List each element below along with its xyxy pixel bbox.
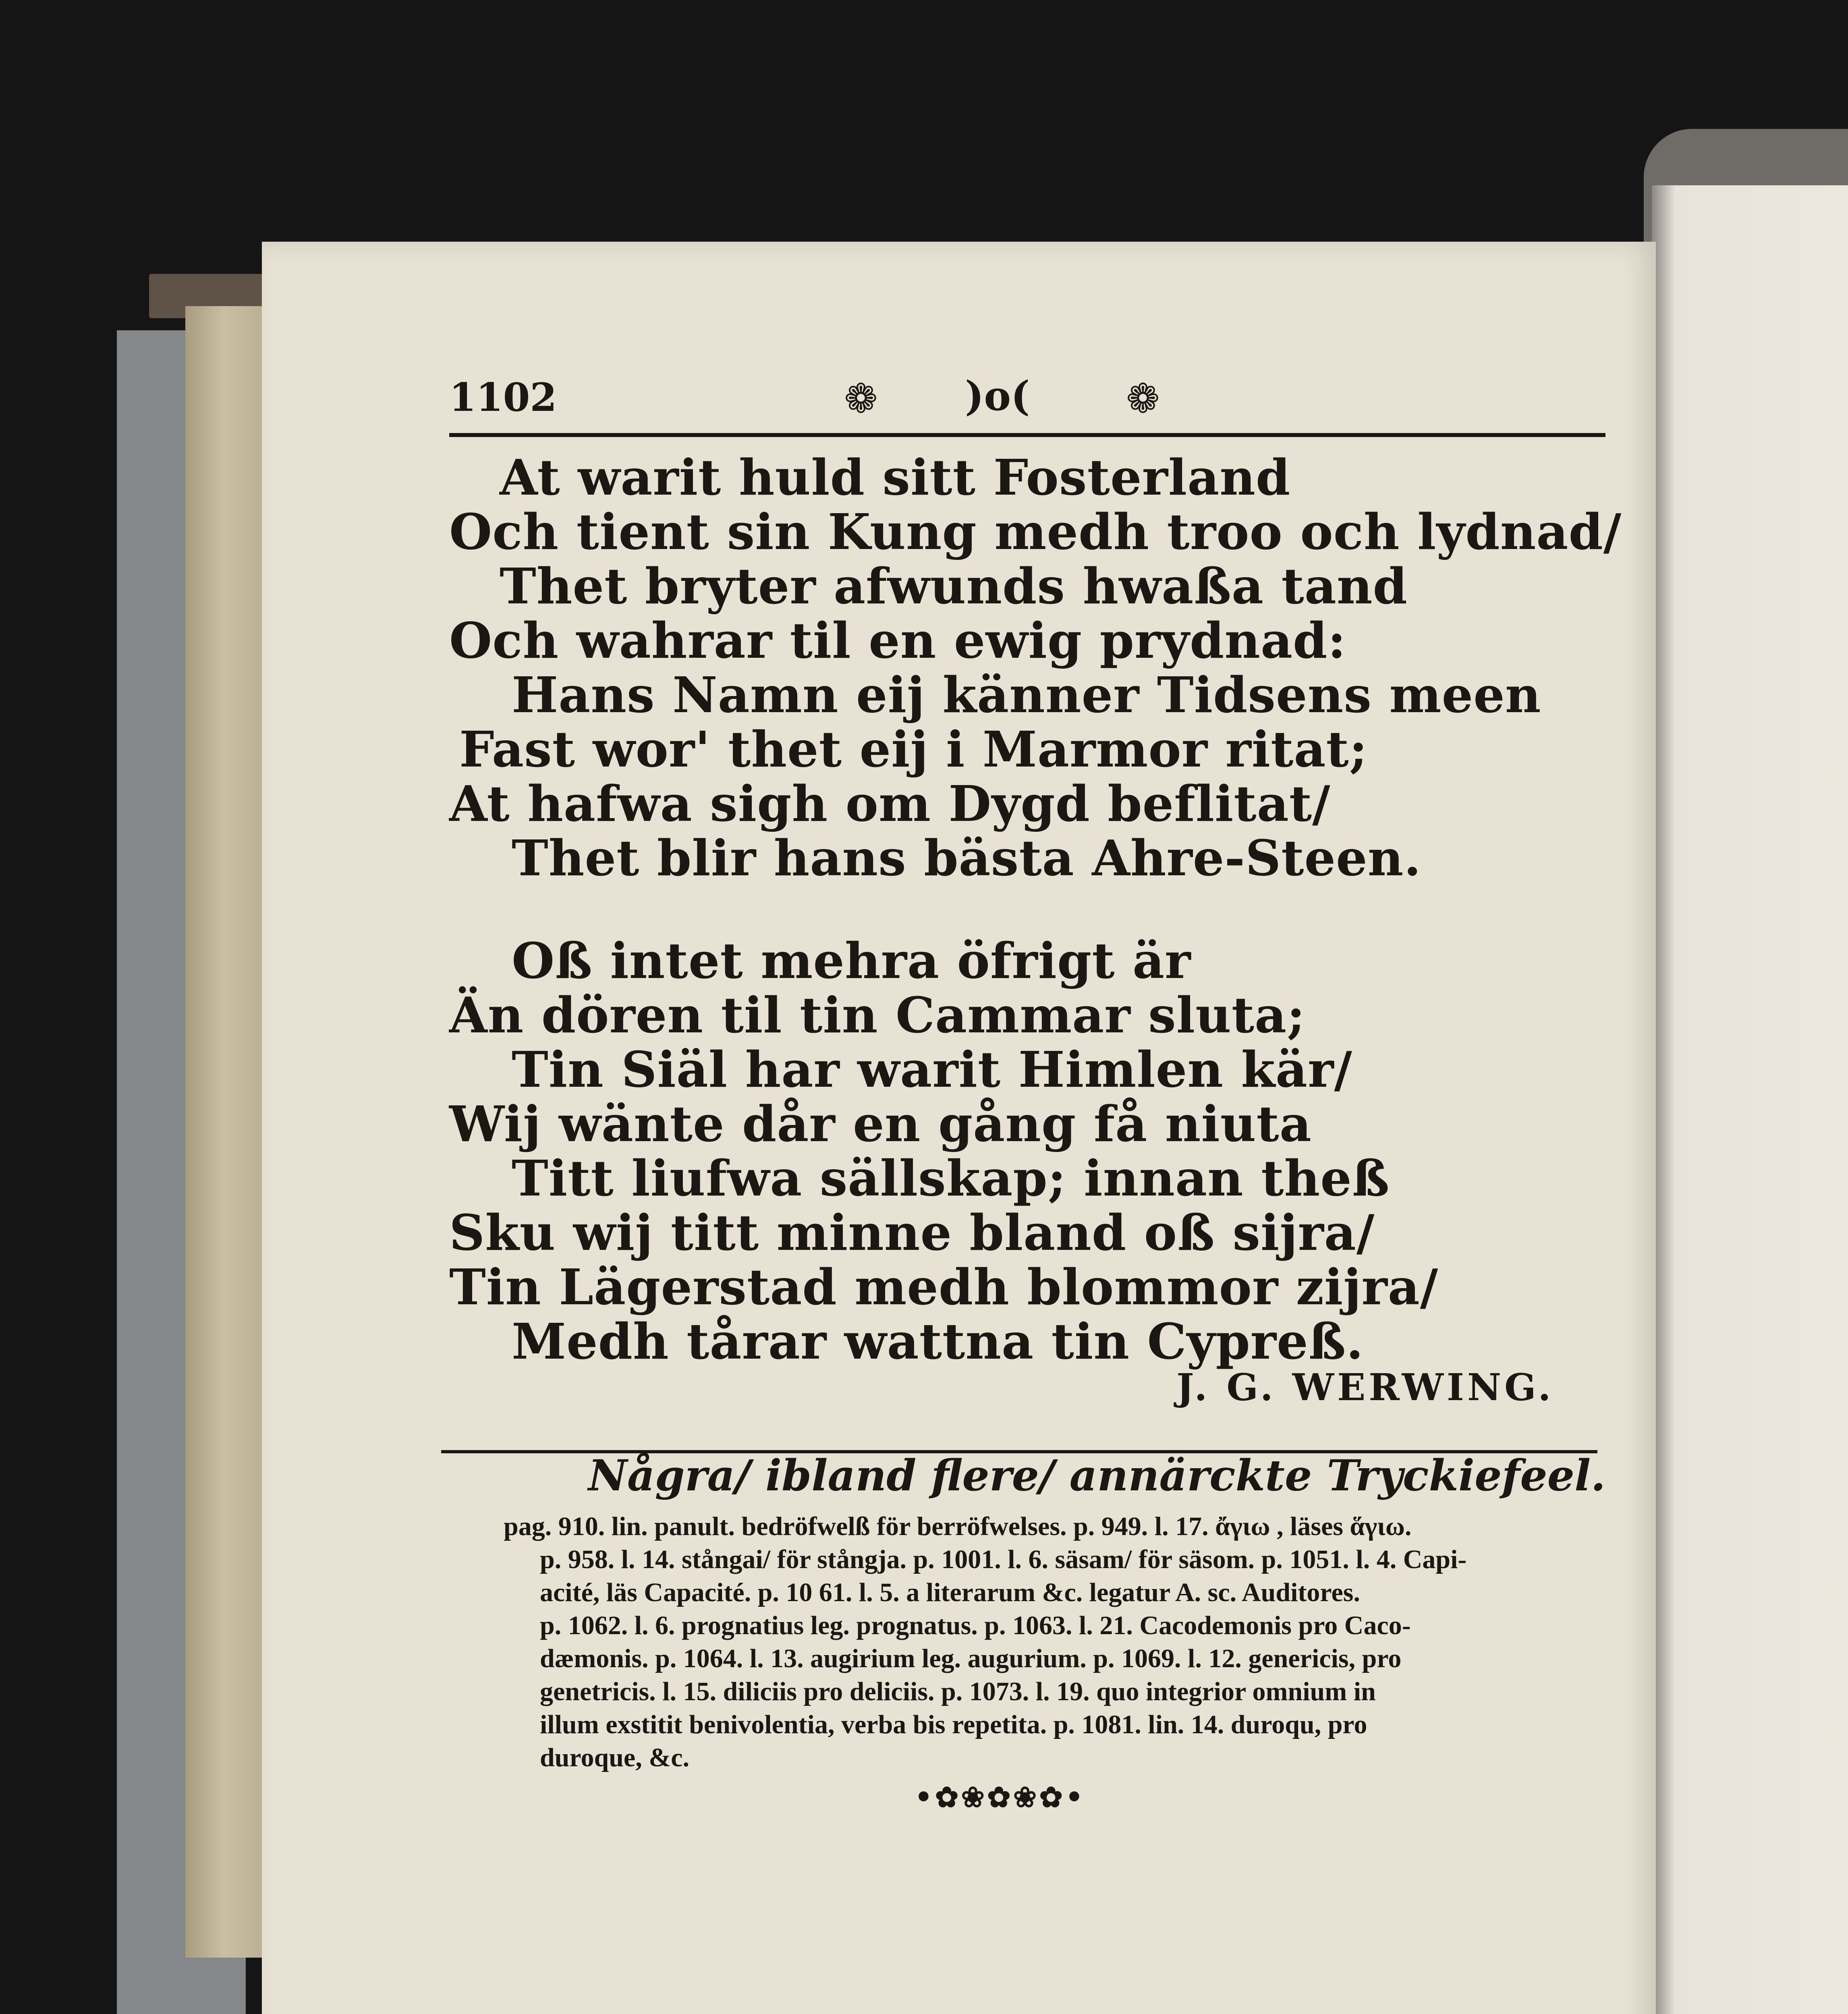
verse-line: Tin Siäl har warit Himlen kär/ [512, 1040, 1352, 1098]
errata-line: p. 958. l. 14. stångai/ för stångja. p. 1001. l. 6. säsam/ för säsom. p. 1051. l. 4. Capi- [540, 1545, 1467, 1574]
page-header [449, 372, 1577, 423]
verse-line: At warit huld sitt Fosterland [500, 448, 1291, 506]
verse-line: Oß intet mehra öfrigt är [512, 932, 1191, 990]
errata-title: Några/ ibland flere/ annärckte Tryckiefeel. [588, 1450, 1606, 1500]
flower-ornament-icon: ❁ [844, 375, 878, 422]
page-number: 1102 [449, 375, 557, 420]
verse-line: Fast wor' thet eij i Marmor ritat; [459, 720, 1368, 778]
verse-line: Och wahrar til en ewig prydnad: [449, 611, 1346, 669]
verse-line: Medh tårar wattna tin Cypreß. [512, 1312, 1364, 1370]
verse-line: Titt liufwa sällskap; innan theß [512, 1149, 1390, 1207]
verse-line: Wij wänte dår en gång få niuta [449, 1095, 1312, 1153]
header-mark: )o( [965, 372, 1030, 420]
verse-line: Tin Lägerstad medh blommor zijra/ [449, 1258, 1439, 1316]
verse-line: Sku wij titt minne bland oß sijra/ [449, 1204, 1375, 1262]
errata-line: genetricis. l. 15. diliciis pro deliciis. p. 1073. l. 19. quo integrior omnium in [540, 1677, 1376, 1706]
errata-line: pag. 910. lin. panult. bedröfwelß för berröfwelses. p. 949. l. 17. ἄγιω , läses ἅγιω. [504, 1512, 1412, 1541]
verse-line: Thet bryter afwunds hwaßa tand [500, 557, 1408, 615]
errata-line: p. 1062. l. 6. prognatius leg. prognatus. p. 1063. l. 21. Cacodemonis pro Caco- [540, 1611, 1411, 1640]
errata-line: illum exstitit benivolentia, verba bis repetita. p. 1081. lin. 14. duroqu, pro [540, 1710, 1367, 1739]
verse-line: Thet blir hans bästa Ahre-Steen. [512, 829, 1421, 887]
verse-line: Än dören til tin Cammar sluta; [449, 986, 1306, 1044]
errata-line: dæmonis. p. 1064. l. 13. augirium leg. augurium. p. 1069. l. 12. genericis, pro [540, 1644, 1402, 1673]
verse-line: At hafwa sigh om Dygd beflitat/ [449, 775, 1331, 833]
tailpiece-ornament-icon: •✿❀✿❀✿• [915, 1780, 1086, 1814]
flower-ornament-icon: ❁ [1126, 375, 1160, 422]
header-rule [449, 433, 1605, 437]
verse-line: Hans Namn eij känner Tidsens meen [512, 666, 1541, 724]
book-page [262, 242, 1656, 2014]
errata-line: acité, läs Capacité. p. 10 61. l. 5. a literarum &c. legatur A. sc. Auditores. [540, 1578, 1360, 1607]
errata-line: duroque, &c. [540, 1743, 689, 1772]
facing-page [1652, 185, 1848, 2014]
verse-line: Och tient sin Kung medh troo och lydnad/ [449, 503, 1622, 561]
poem-author: J. G. WERWING. [1176, 1365, 1554, 1409]
